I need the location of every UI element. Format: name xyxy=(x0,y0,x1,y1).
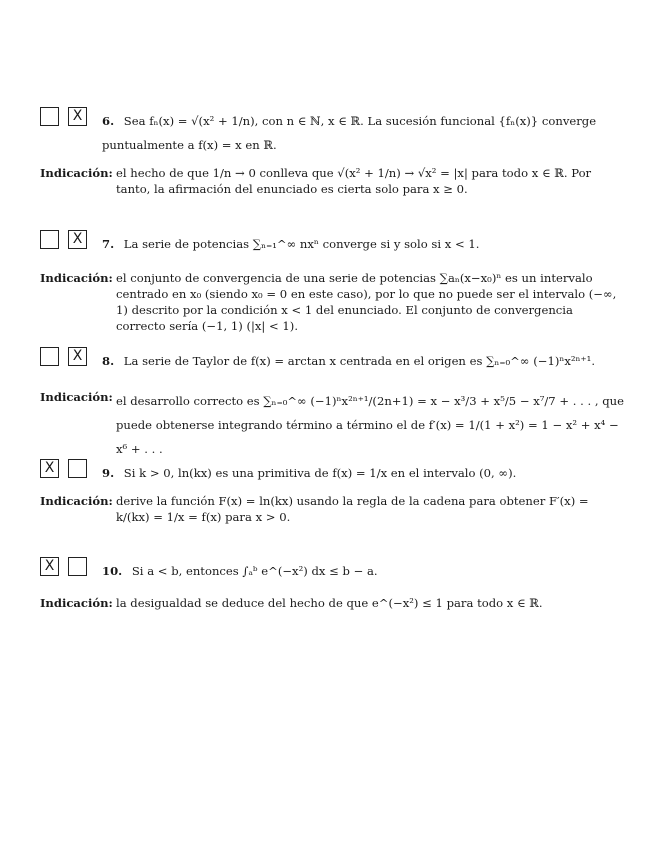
hint-label: Indicación: xyxy=(40,596,113,610)
hint xyxy=(40,389,625,461)
hint xyxy=(40,493,625,525)
hint-label: Indicación: xyxy=(40,271,113,285)
question-row xyxy=(40,103,625,152)
false-checkbox[interactable] xyxy=(68,459,87,478)
true-checkbox[interactable] xyxy=(40,107,59,126)
hint-text: el conjunto de convergencia de una serie de potencias ∑aₙ(x−x₀)ⁿ es un intervalo centrado en x₀ (siendo x₀ = 0 en este caso), por lo que no puede ser el intervalo (−∞, 1) descrito por la condición x < 1 del enunciado. El conjunto de convergencia correcto sería (−1, 1) (|x| < 1). xyxy=(116,271,617,333)
true-checkbox[interactable]: X xyxy=(40,459,59,478)
hint-text: el hecho de que 1/n → 0 conlleva que √(x² + 1/n) → √x² = |x| para todo x ∈ ℝ. Por tanto, la afirmación del enunciado es cierta solo para x ≥ 0. xyxy=(116,166,592,196)
question-statement xyxy=(102,232,625,256)
hint-label: Indicación: xyxy=(40,390,113,404)
question-statement xyxy=(102,559,625,583)
question-number: 6. xyxy=(102,114,115,128)
question-number: 9. xyxy=(102,466,115,480)
hint-text: la desigualdad se deduce del hecho de que e^(−x²) ≤ 1 para todo x ∈ ℝ. xyxy=(116,596,543,610)
question-statement xyxy=(102,349,625,373)
hint-label: Indicación: xyxy=(40,166,113,180)
statement-text: La serie de potencias ∑ₙ₌₁^∞ nxⁿ converge si y solo si x < 1. xyxy=(123,237,480,251)
question-6 xyxy=(40,103,625,197)
false-checkbox[interactable] xyxy=(68,557,87,576)
statement-text: La serie de Taylor de f(x) = arctan x centrada en el origen es ∑ₙ₌₀^∞ (−1)ⁿx²ⁿ⁺¹. xyxy=(123,354,596,368)
statement-text: Sea fₙ(x) = √(x² + 1/n), con n ∈ ℕ, x ∈ ℝ. La sucesión funcional {fₙ(x)} converge puntualmente a f(x) = x en ℝ. xyxy=(102,114,597,152)
hint xyxy=(40,165,625,197)
question-row xyxy=(40,553,625,583)
question-9 xyxy=(40,455,625,525)
false-checkbox[interactable]: X xyxy=(68,230,87,249)
false-checkbox[interactable]: X xyxy=(68,347,87,366)
hint-text: el desarrollo correcto es ∑ₙ₌₀^∞ (−1)ⁿx²ⁿ⁺¹/(2n+1) = x − x³/3 + x⁵/5 − x⁷/7 + . . . , que puede obtenerse integrando término a término el de f′(x) = 1/(1 + x²) = 1 − x² + x⁴ − x⁶ + . . . xyxy=(116,394,625,456)
true-checkbox[interactable] xyxy=(40,230,59,249)
question-10 xyxy=(40,553,625,611)
hint xyxy=(40,270,625,334)
statement-text: Si k > 0, ln(kx) es una primitiva de f(x) = 1/x en el intervalo (0, ∞). xyxy=(123,466,517,480)
hint-text: derive la función F(x) = ln(kx) usando la regla de la cadena para obtener F′(x) = k/(kx) = 1/x = f(x) para x > 0. xyxy=(116,494,589,524)
question-row xyxy=(40,343,625,373)
false-checkbox[interactable]: X xyxy=(68,107,87,126)
true-checkbox[interactable]: X xyxy=(40,557,59,576)
question-number: 8. xyxy=(102,354,115,368)
true-checkbox[interactable] xyxy=(40,347,59,366)
hint-label: Indicación: xyxy=(40,494,113,508)
question-number: 10. xyxy=(102,564,123,578)
question-7 xyxy=(40,226,625,334)
question-number: 7. xyxy=(102,237,115,251)
question-statement xyxy=(102,109,625,157)
question-statement xyxy=(102,461,625,485)
question-row xyxy=(40,226,625,256)
hint xyxy=(40,595,625,611)
statement-text: Si a < b, entonces ∫ₐᵇ e^(−x²) dx ≤ b − a. xyxy=(131,564,378,578)
question-8 xyxy=(40,343,625,461)
question-row xyxy=(40,455,625,485)
